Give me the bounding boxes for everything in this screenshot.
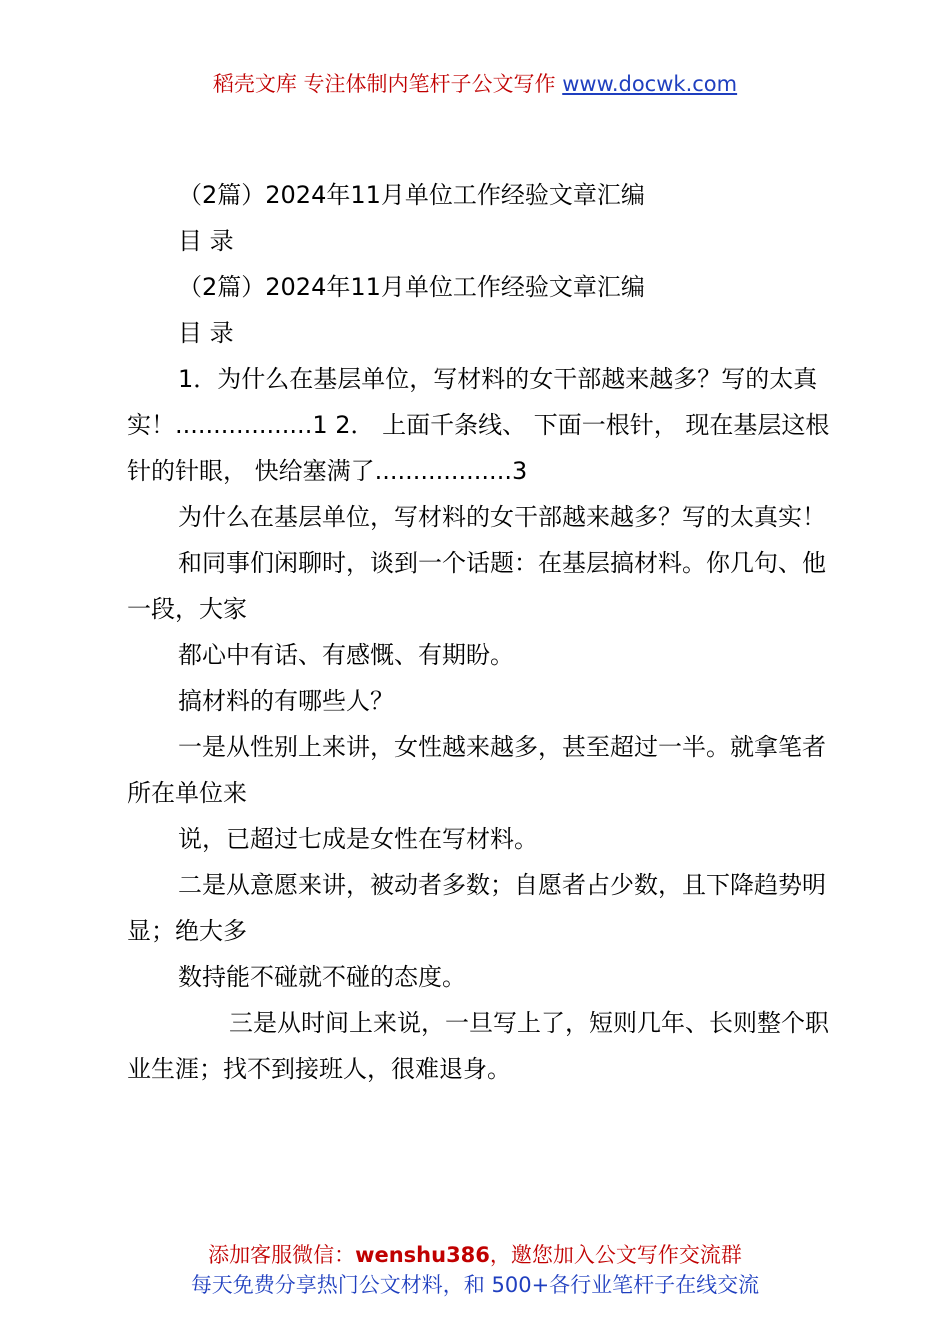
body-paragraph: 都心中有话、有感慨、有期盼。 (178, 641, 514, 669)
footer-wechat-id: wenshu386 (355, 1243, 490, 1267)
toc-heading: 目 录 (178, 227, 234, 255)
footer-wechat-prefix: 添加客服微信： (208, 1243, 356, 1267)
body-paragraph: 搞材料的有哪些人？ (178, 687, 394, 715)
article-title: 为什么在基层单位，写材料的女干部越来越多？写的太真实！ (178, 503, 826, 531)
toc-entries: 1．为什么在基层单位，写材料的女干部越来越多？写的太真实！..................1 2． 上面千条线、 下面一根针， 现在基层这根针的针眼， 快给塞满了..................3 (127, 365, 830, 485)
footer-share-line: 每天免费分享热门公文材料，和 500+各行业笔杆子在线交流 (190, 1273, 760, 1297)
toc-heading-repeat: 目 录 (178, 319, 234, 347)
header-website-link[interactable]: www.docwk.com (562, 72, 738, 96)
header-brand-text: 稻壳文库 专注体制内笔杆子公文写作 (212, 72, 563, 96)
page-header (0, 70, 950, 98)
body-paragraph: 二是从意愿来讲，被动者多数；自愿者占少数，且下降趋势明显；绝大多 (127, 871, 826, 945)
footer-wechat-line (0, 1240, 950, 1270)
footer-wechat-suffix: ，邀您加入公文写作交流群 (489, 1243, 742, 1267)
document-body (127, 172, 833, 1092)
doc-title-repeat: （2篇）2024年11月单位工作经验文章汇编 (178, 273, 645, 301)
body-paragraph: 一是从性别上来讲，女性越来越多，甚至超过一半。就拿笔者所在单位来 (127, 733, 826, 807)
page-footer (0, 1240, 950, 1300)
body-paragraph: 三是从时间上来说，一旦写上了，短则几年、长则整个职业生涯；找不到接班人，很难退身。 (127, 1009, 829, 1083)
doc-title: （2篇）2024年11月单位工作经验文章汇编 (178, 181, 645, 209)
body-paragraph: 数持能不碰就不碰的态度。 (178, 963, 466, 991)
body-paragraph: 说，已超过七成是女性在写材料。 (178, 825, 538, 853)
body-paragraph: 和同事们闲聊时，谈到一个话题：在基层搞材料。你几句、他一段，大家 (127, 549, 826, 623)
